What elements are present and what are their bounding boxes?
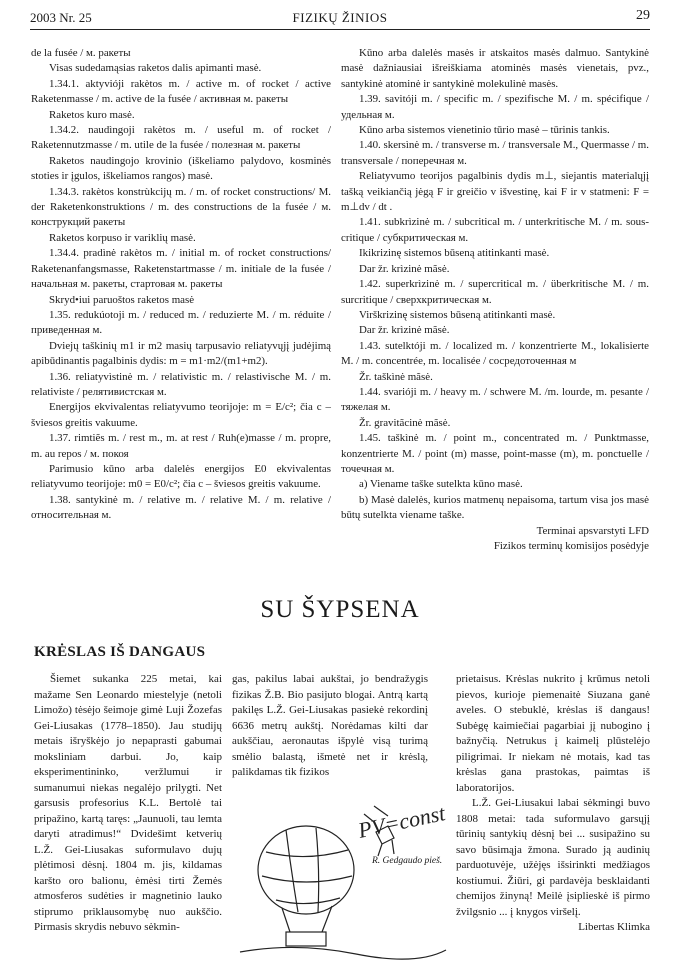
glossary-right-column	[341, 46, 649, 554]
glossary-entry: Visas sudedamąsias raketos dalis apimanti masė.	[49, 62, 262, 75]
approval-note: Fizikos terminų komisijos posėdyje	[493, 540, 649, 552]
glossary-entry: 1.45. taškìnė m. / point m., concentrated m. / Punktmasse, konzentrierte M. / point (m) masse, point-masse (m), m. ponctuelle / точечная м.	[341, 432, 649, 475]
glossary-left-column	[31, 46, 331, 524]
glossary-entry: Raketos naudingojo krovinio (iškeliamo palydovo, kosminės stoties ir įgulos, iškeliamos rangos) masė.	[31, 154, 331, 183]
glossary-entry: Dar žr. krìzinė mãsė.	[359, 324, 450, 337]
glossary-entry: 1.36. reliatyvìstinė m. / relativistic m. / relastivische M. / m. relativiste / релятивистская м.	[31, 370, 331, 398]
glossary-entry: Žr. gravitãcinė mãsė.	[359, 416, 451, 429]
article-title: KRĖSLAS IŠ DANGAUS	[34, 644, 206, 660]
gas-law-formula: PV=const	[355, 800, 448, 843]
article-paragraph: gas, pakilus labai aukštai, jo bendražygis fizikas Ž.B. Bio pasijuto blogai. Antrą kartą pakilęs L.Ž. Gei-Liusakas pasiekė rekordinį 6636 metrų aukštį. Norėdamas kilti dar aukščiau, aeronautas išpylė visą turimą smėlio balastą, išmetė net ir krėslą, palikdamas tik fizikos	[232, 673, 428, 778]
article-paragraph: L.Ž. Gei-Liusakui labai sėkmingi buvo 1808 metai: tada suformulavo garsųjį tūrinių santykių dėsnį bei ... susipažino su savo būsimąja žmona. Surado ją audinių parduotuvėje, užėjęs išsirinkti medžiagos kostiumui. Žiūri, gi pardavėja besklaidanti chemijos žinyną! Meilė įsiplieskė iš pirmo žvilgsnio ... į knygos viršelį.	[456, 797, 650, 918]
balloon-ropes	[282, 906, 332, 932]
glossary-entry: Dar žr. krìzinė mãsė.	[359, 262, 450, 275]
glossary-entry: Raketos kuro masė.	[49, 108, 135, 121]
balloon-basket	[286, 932, 326, 946]
author-signature: Libertas Klimka	[578, 921, 650, 933]
glossary-entry: 1.41. subkrìzinė m. / subcritical m. / unterkritische M. / m. sous-critique / субкритическая м.	[341, 216, 649, 244]
glossary-entry: Reliatyvumo teorijos pagalbinis dydis m⊥, siejantis materialųjį tašką veikiančią jėgą F ir greičio v išvestinę, kai F ir v statmeni: F = m⊥dv / dt .	[341, 170, 649, 214]
ground-line	[240, 947, 446, 959]
glossary-entry: Parimusio kūno arba dalelės energijos E0 ekvivalentas reliatyvumo teorijoje: m0 = E0/c²; čia c – šviesos greitis vakuume.	[31, 462, 331, 491]
glossary-entry: 1.34.3. rakètos konstrùkcijų m. / m. of rocket constructions/ M. der Raketenkonstruktions / m. des constructions de la fusée / м. конструкций ракеты	[31, 185, 331, 229]
article-paragraph: Šiemet sukanka 225 metai, kai mažame Sen Leonardo miestelyje (netoli Limožo) tėsėjo šeimoje gimė Luji Žozefas Gei-Liusakas (1778–1850). Jau studijų metais išryškėjo jo nepaprasti gabumai moksliniam darbui. Jo, kaip eksperimentininko, veržlumui ir sumanumui niekas negalėjo prilygti. Net garsusis profesorius K.L. Bertolė tai pripažino, kartą taręs: „Jaunuoli, tau lemta daryti atradimus!“ Dvidešimt ketverių L.Ž. Gei-Liusakas suformulavo dujų plėtimosi dėsnį. 1804 m. jis, kildamas karšto oro balionu, ėmėsi tirti Žemės atmosferos sudėties ir magnetinio lauko stiprumo priklausomybę nuo aukščio. Pirmasis skrydis nebuvo sėkmin-	[34, 673, 222, 933]
glossary-entry: 1.43. sutelktóji m. / localized m. / konzentrierte M., lokalisierte M. / m. concentrée, m. localisée / сосредоточенная м	[341, 339, 649, 368]
glossary-entry: b) Masė dalelės, kurios matmenų nepaisoma, tartum visa jos masė būtų sutelkta viename taške.	[341, 493, 649, 522]
glossary-entry: 1.34.1. aktyvióji rakètos m. / active m. of rocket / active Raketenmasse / m. active de la fusée / активная м. ракеты	[31, 77, 331, 106]
article-column-1	[34, 672, 222, 936]
glossary-entry: 1.44. svarióji m. / heavy m. / schwere M. /m. lourde, m. pesante / тяжелая м.	[341, 385, 649, 414]
glossary-entry: 1.42. superkrìzinė m. / supercritical m. / überkritische M. / m. surcritique / сверхкритическая м.	[341, 278, 649, 306]
approval-note: Terminai apsvarstyti LFD	[536, 524, 649, 537]
glossary-entry: Žr. taškìnė mãsė.	[359, 370, 433, 383]
header-rule	[30, 29, 650, 30]
article-column-2	[232, 672, 428, 781]
glossary-entry: 1.37. rimtiẽs m. / rest m., m. at rest / Ruh(e)masse / m. propre, m. au repos / м. покоя	[31, 432, 331, 460]
glossary-entry: Kūno arba sistemos vienetinio tūrio masė – tūrinis tankis.	[359, 124, 610, 137]
journal-title: FIZIKŲ ŽINIOS	[292, 10, 388, 25]
article-paragraph: prietaisus. Krėslas nukrito į krūmus netoli pievos, kurioje piemenaitė Siuzana ganė aveles. O stebuklė, krėslas iš dangaus! Subėgę kaimiečiai pagarbiai jį nubogino į bažnyčią. Netrukus į kaimelį plūstelėjo piligrimai. Ir niekam nė motais, kad tas krėslas gana prastokas, paimtas iš laboratorijos.	[456, 673, 650, 794]
article-column-3	[456, 672, 650, 936]
glossary-entry: 1.39. savitóji m. / specific m. / spezifische M. / m. spécifique / удельная м.	[341, 93, 649, 121]
glossary-entry: de la fusée / м. ракеты	[31, 47, 131, 59]
glossary-entry: 1.35. redukúotoji m. / reduced m. / reduzierte M. / m. réduite / приведенная м.	[31, 308, 331, 337]
balloon-bands	[262, 850, 352, 904]
glossary-entry: 1.34.2. naudìngoji rakètos m. / useful m. of rocket / Raketennutzmasse / m. utile de la fusée / полезная м. ракеты	[31, 124, 331, 152]
illustration-caption: R. Gedgaudo pieš.	[372, 856, 443, 866]
glossary-entry: Skryd•iui paruoštos raketos masė	[49, 293, 195, 306]
glossary-entry: Ikikrizinę sistemos būseną atitinkanti masė.	[359, 247, 550, 260]
glossary-entry: Energijos ekvivalentas reliatyvumo teorijoje: m = E/c²; čia c – šviesos greitis vakuume.	[31, 401, 331, 429]
glossary-entry: Virškrizinę sistemos būseną atitinkanti masė.	[359, 308, 556, 321]
glossary-entry: 1.40. skersìnė m. / transverse m. / transversale M., Quermasse / m. transversale / поперечная м.	[341, 139, 649, 167]
balloon-seams	[286, 828, 319, 912]
balloon-illustration	[236, 792, 452, 962]
glossary-entry: a) Viename taške sutelkta kūno masė.	[359, 478, 523, 491]
glossary-entry: 1.38. santykìnė m. / relative m. / relative M. / m. relative / относительная м.	[31, 493, 331, 522]
issue-label: 2003 Nr. 25	[30, 10, 92, 25]
glossary-entry: Dviejų taškinių m1 ir m2 masių tarpusavio reliatyvųjį judėjimą apibūdinantis pagalbinis dydis: m = m1·m2/(m1+m2).	[31, 339, 331, 368]
glossary-entry: Raketos korpuso ir variklių masė.	[49, 231, 196, 244]
page-header	[30, 8, 650, 28]
glossary-entry: 1.34.4. pradìnė rakètos m. / initial m. of rocket constructions/ Raketenanfangsmasse, Raketenstartmasse / m. initiale de la fusée / начальная м. ракеты, стартовая м. ракеты	[31, 247, 331, 291]
glossary-entry: Kūno arba dalelės masės ir atskaitos masės dalmuo. Santykinė masė dažniausiai išreiškiama atominės masės vienetais, pvz., santykinė atominė ir santykinė molekulinė masės.	[341, 47, 649, 90]
section-title: SU ŠYPSENA	[260, 596, 420, 623]
page-number: 29	[636, 8, 650, 23]
balloon-envelope	[258, 826, 354, 914]
